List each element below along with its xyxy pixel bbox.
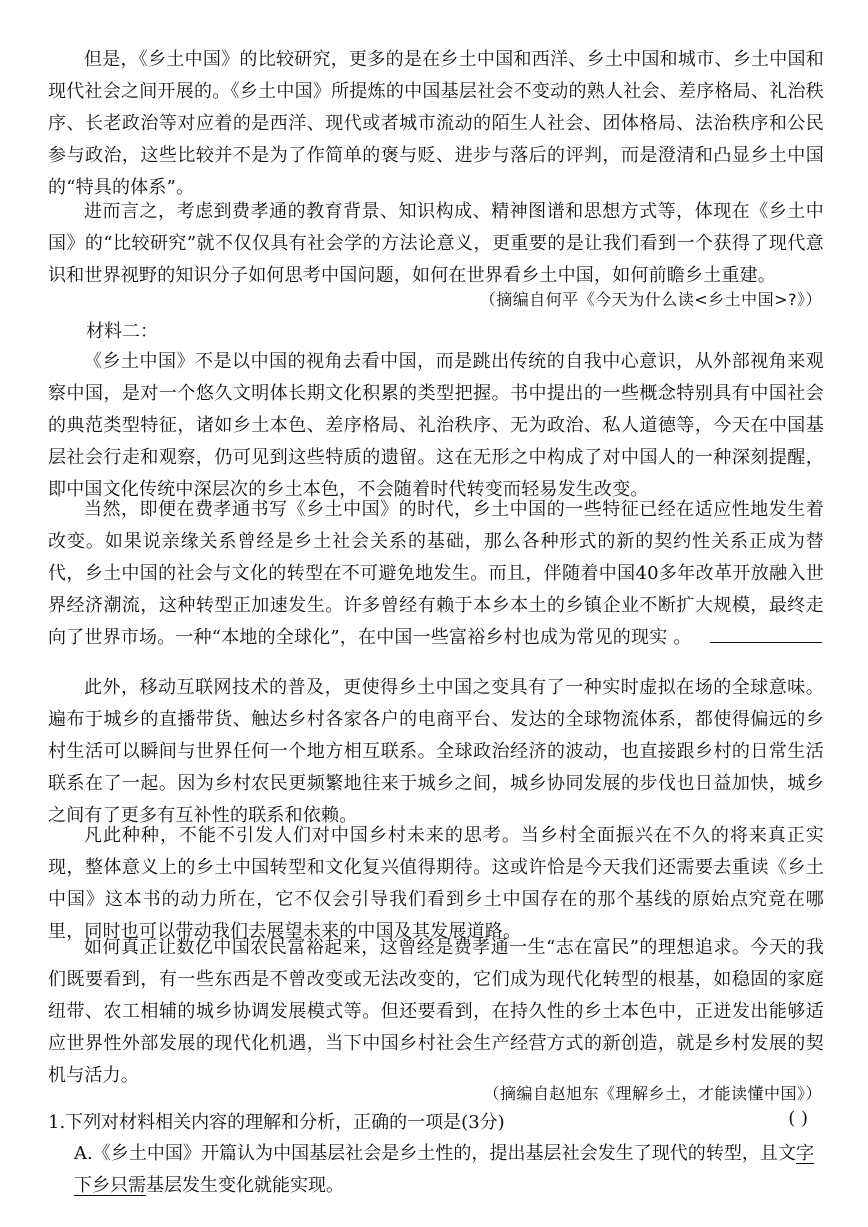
- paragraph-7: 如何真正让数亿中国农民富裕起来，这曾经是费孝通一生“志在富民”的理想追求。今天的我们既要看到，有一些东西是不曾改变或无法改变的，它们成为现代化转型的根基，如稳固的家庭纽带、农工相辅的城乡协调发展模式等。但还要看到，在持久性的乡土本色中，正迸发出能够适应世界性外部发展的现代化机遇，当下中国乡村社会生产经营方式的新创造，就是乡村发展的契机与活力。: [48, 937, 824, 1086]
- paragraph-6: 凡此种种，不能不引发人们对中国乡村未来的思考。当乡村全面振兴在不久的将来真正实现，整体意义上的乡土中国转型和文化复兴值得期待。这或许恰是今天我们还需要去重读《乡土中国》这本书的动力所在，它不仅会引导我们看到乡土中国存在的那个基线的原始点究竟在哪里，同时也可以带动我们去展望未来的中国及其发展道路。: [48, 825, 824, 942]
- paragraph-5: 此外，移动互联网技术的普及，更使得乡土中国之变具有了一种实时虚拟在场的全球意味。遍布于城乡的直播带货、触达乡村各家各户的电商平台、发达的全球物流体系，都使得偏远的乡村生活可以瞬间与世界任何一个地方相互联系。全球政治经济的波动，也直接跟乡村的日常生活联系在了一起。因为乡村农民更频繁地往来于城乡之间，城乡协同发展的步伐也日益加快，城乡之间有了更多有互补性的联系和依赖。: [48, 677, 824, 826]
- option-a-text-1: A.《乡土中国》开篇认为中国基层社会是乡土性的，提出基层社会发生了现代的转型，且文: [74, 1143, 796, 1164]
- source-citation-1: （摘编自何平《今天为什么读<乡土中国>?》）: [479, 290, 822, 309]
- answer-paren: ( ): [788, 1108, 808, 1129]
- material-2-label: 材料二：: [86, 321, 158, 342]
- paragraph-3: 《乡土中国》不是以中国的视角去看中国，而是跳出传统的自我中心意识，从外部视角来观察中国，是对一个悠久文明体长期文化积累的类型把握。书中提出的一些概念特别具有中国社会的典范类型特征，诸如乡土本色、差序格局、礼治秩序、无为政治、私人道德等，今天在中国基层社会行走和观察，仍可见到这些特质的遗留。这在无形之中构成了对中国人的一种深刻提醒，即中国文化传统中深层次的乡土本色，不会随着时代转变而轻易发生改变。: [48, 351, 824, 500]
- question-1-stem: 1.下列对材料相关内容的理解和分析，正确的一项是(3分): [48, 1112, 505, 1133]
- paragraph-1: 但是，《乡土中国》的比较研究，更多的是在乡土中国和西洋、乡土中国和城市、乡土中国和现代社会之间开展的。《乡土中国》所提炼的中国基层社会不变动的熟人社会、差序格局、礼治秩序、长老政治等对应着的是西洋、现代或者城市流动的陌生人社会、团体格局、法治秩序和公民参与政治，这些比较并不是为了作简单的褒与贬、进步与落后的评判，而是澄清和凸显乡土中国的“特具的体系”。: [48, 49, 824, 198]
- fill-in-blank: [710, 624, 822, 643]
- option-a-underlined: 字下乡只需: [74, 1143, 814, 1196]
- paragraph-2: 进而言之，考虑到费孝通的教育背景、知识构成、精神图谱和思想方式等，体现在《乡土中国》的“比较研究”就不仅仅具有社会学的方法论意义，更重要的是让我们看到一个获得了现代意识和世界视野的知识分子如何思考中国问题，如何在世界看乡土中国，如何前瞻乡土重建。: [48, 201, 824, 286]
- option-a: [74, 1138, 814, 1202]
- source-citation-2: （摘编自赵旭东《理解乡土，才能读懂中国》）: [483, 1084, 822, 1103]
- option-a-text-2: 基层发生变化就能实现。: [146, 1175, 344, 1196]
- paragraph-4-text: 当然，即便在费孝通书写《乡土中国》的时代，乡土中国的一些特征已经在适应性地发生着改变。如果说亲缘关系曾经是乡土社会关系的基础，那么各种形式的新的契约性关系正成为替代，乡土中国的社会与文化的转型在不可避免地发生。而且，伴随着中国40多年改革开放融入世界经济潮流，这种转型正加速发生。许多曾经有赖于本乡本土的乡镇企业不断扩大规模，最终走向了世界市场。一种“本地的全球化”，在中国一些富裕乡村也成为常见的现实 。: [48, 499, 824, 648]
- paragraph-4: [48, 494, 824, 654]
